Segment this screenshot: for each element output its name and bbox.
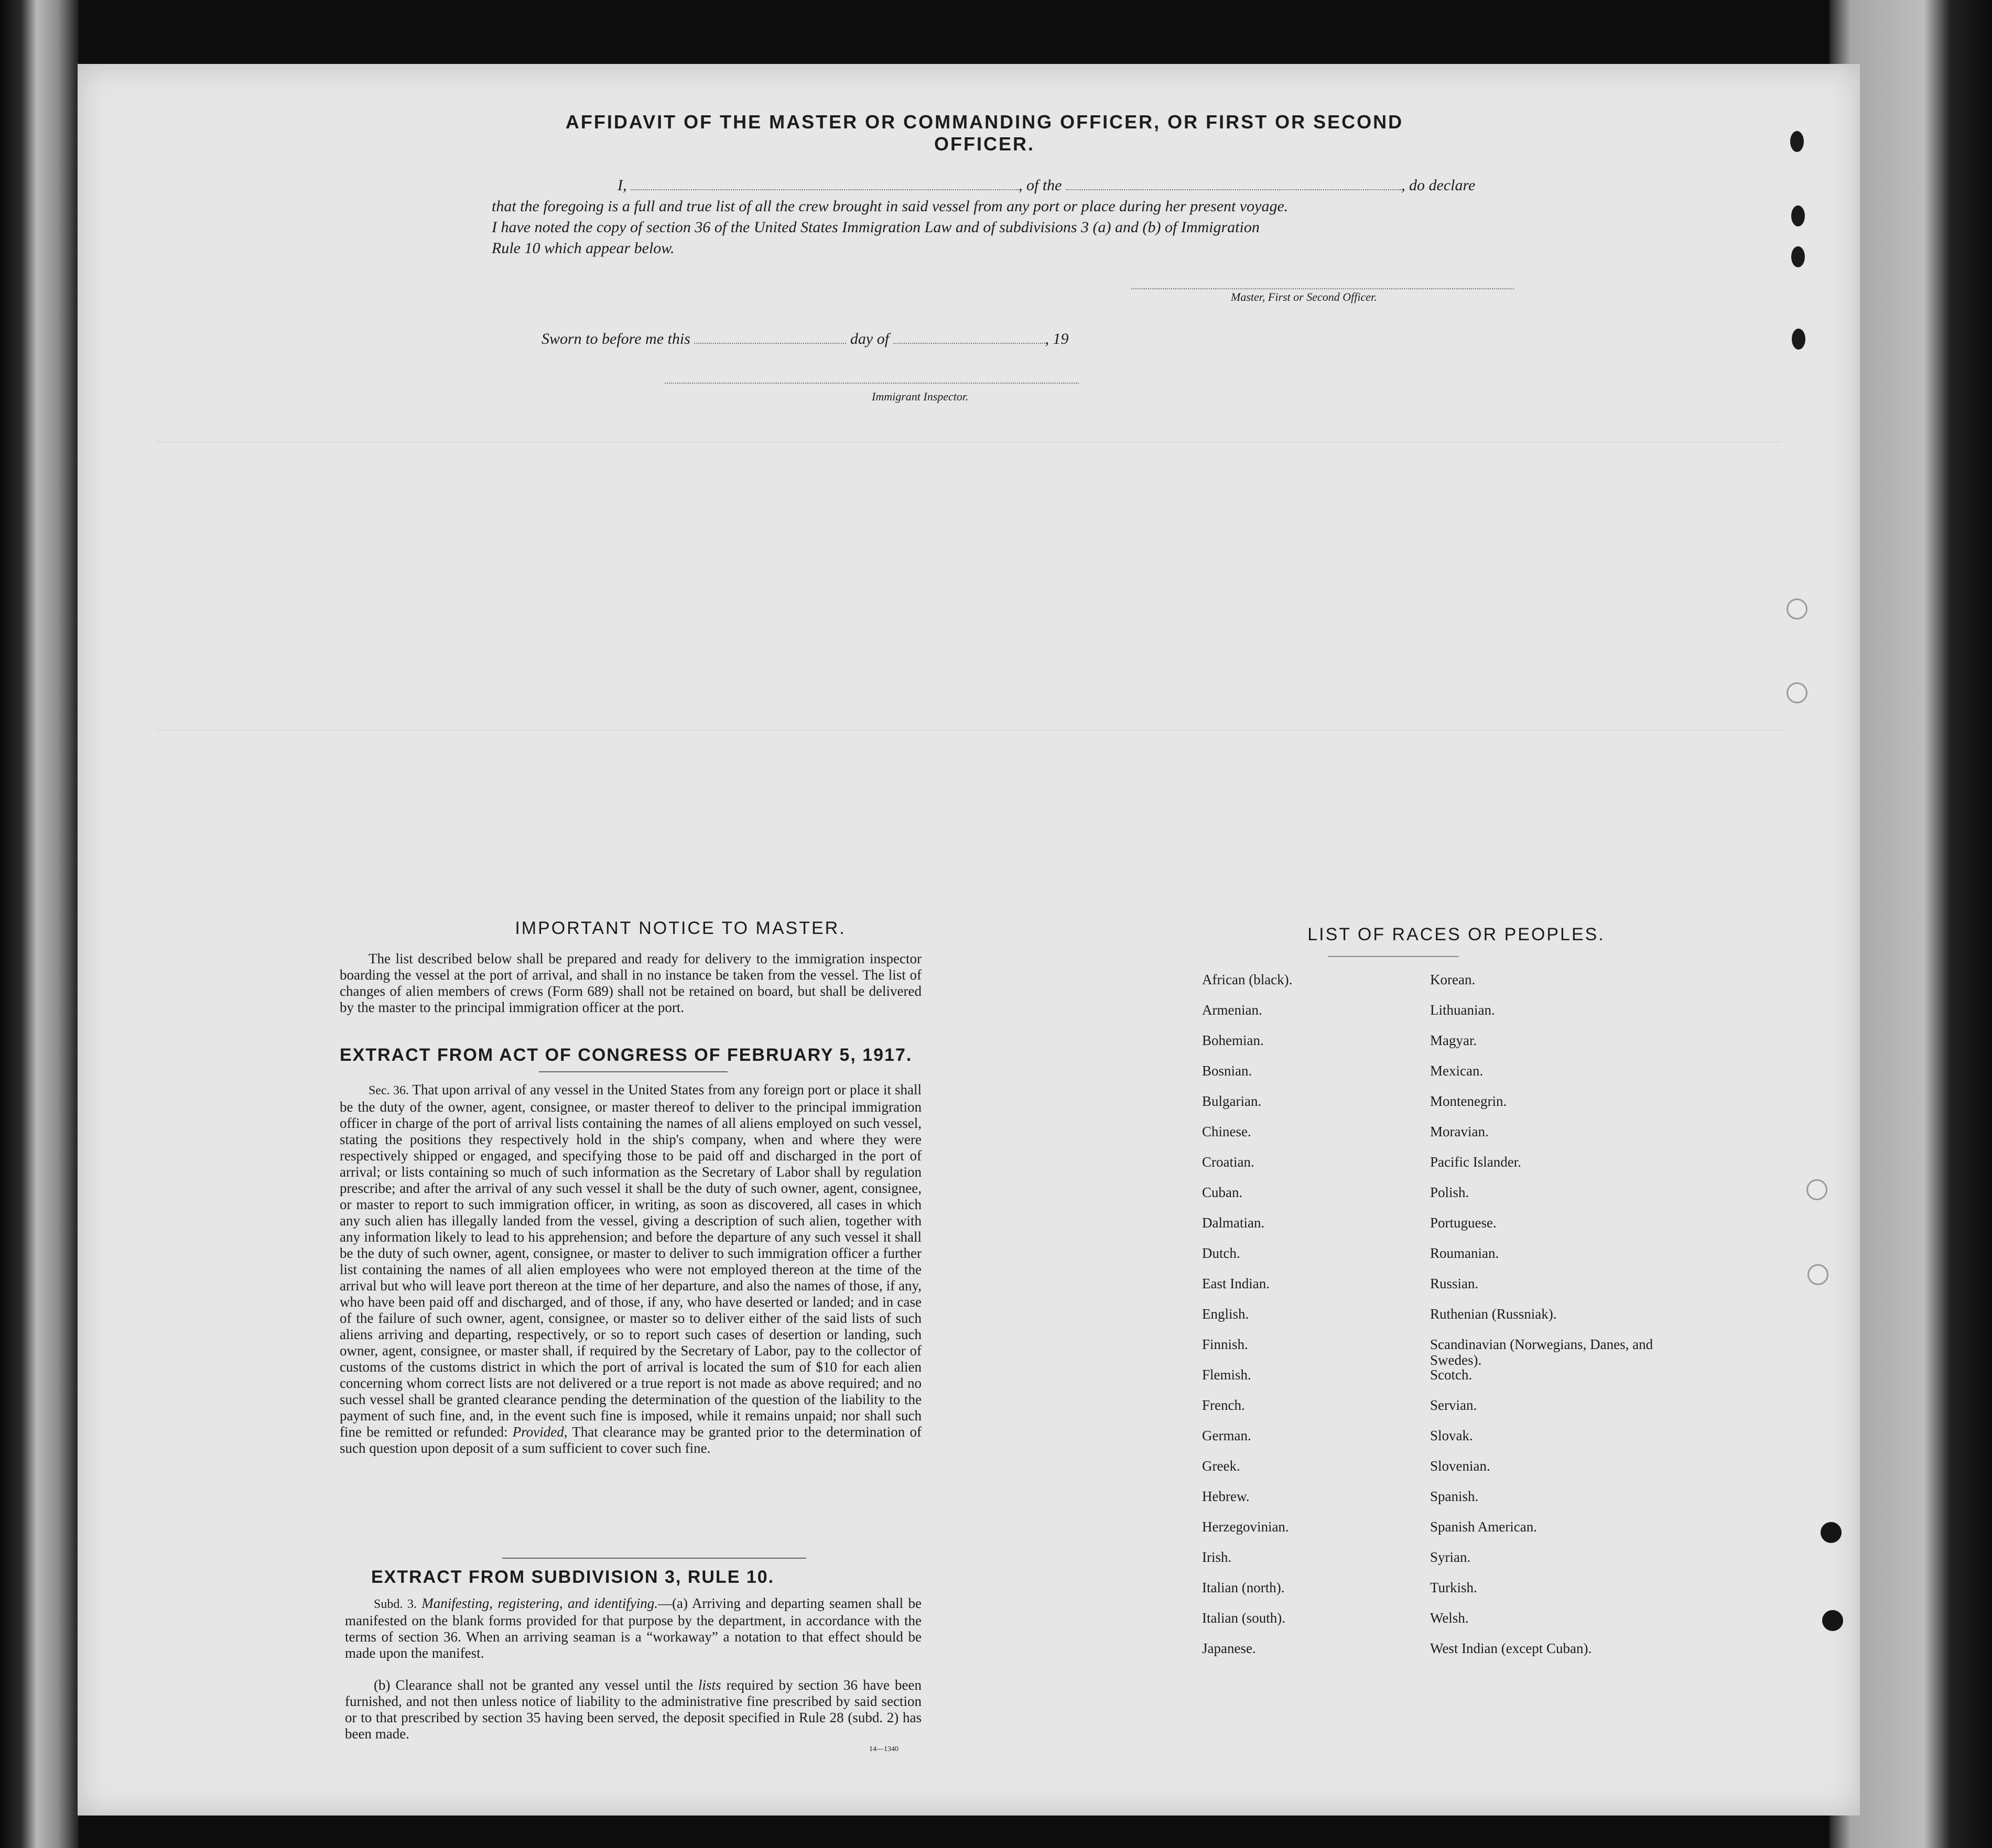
master-signature-line[interactable] [1131,288,1514,289]
race-item: Bulgarian. [1202,1093,1262,1109]
para-b-end: required by section 36 have been furnished, and not then unless notice of liability to the administrative fine prescribed by said section or to that prescribed by section 35 having been served, the deposit specified in Rule 28 (subd. 2) has been made. [345,1677,922,1742]
affidavit-declare: , do declare [1401,177,1476,194]
section-36-text: That upon arrival of any vessel in the United States from any foreign port or place it shall be the duty of the owner, agent, consignee, or master thereof to deliver to the principal immigration officer in charge of the port of arrival lists containing the names of all aliens employed on such vessel, stating the positions they respectively hold in the ship's company, when and where they were respectively shipped or engaged, and specifying those to be paid off and discharged in the port of arrival; or lists containing so much of such information as the Secretary of Labor shall by regulation prescribe; and after the arrival of any such vessel it shall be the duty of such owner, agent, consignee, or master to report to such immigration officer, in writing, as soon as discovered, all cases in which any such alien has illegally landed from the vessel, giving a description of such alien, together with any information likely to lead to his apprehension; and before the departure of any such vessel it shall be the duty of such owner, agent, consignee, or master to deliver to such immigration officer a further list containing the names of all alien employees who were not employed thereon at the time of the arrival but who will leave port thereon at the time of her departure, and also the names of those, if any, who have been paid off and discharged, and of those, if any, who have deserted or landed; and in case of the failure of such owner, agent, consignee, or master so to deliver either of the said lists of such aliens arriving and departing, respectively, or so to report such cases of desertion or landing, such owner, agent, consignee, or master shall, if required by the Secretary of Labor, pay to the collector of customs of the customs district in which the port of arrival is located the sum of $10 for each alien concerning whom correct lists are not delivered or a true report is not made as above required; and no such vessel shall be granted clearance pending the determination of the question of the liability to the payment of such fine, and, in the event such fine is imposed, while it remains unpaid; nor shall such fine be remitted or refunded: [340,1082,922,1440]
race-item: Polish. [1430,1184,1469,1200]
punch-hole [1821,1522,1842,1543]
sworn-day-of: day of [850,330,890,347]
race-item: Japanese. [1202,1640,1256,1656]
race-item: Lithuanian. [1430,1002,1495,1018]
race-item: Hebrew. [1202,1488,1250,1504]
master-caption: Master, First or Second Officer. [1231,290,1377,303]
race-item: Magyar. [1430,1032,1477,1048]
affidavit-of-the: , of the [1019,177,1062,194]
races-column-1 [1202,972,1412,1671]
race-item: Flemish. [1202,1367,1251,1383]
sworn-start: Sworn to before me this [542,330,690,347]
rule-para-b [345,1677,922,1742]
affidavit-line-3: I have noted the copy of section 36 of the United States Immigration Law and of subdivisions 3 (a) and (b) of Immigration [492,219,1260,236]
race-item: Syrian. [1430,1549,1471,1565]
vessel-blank[interactable] [1066,178,1401,190]
race-item: Slovenian. [1430,1458,1490,1474]
race-item: Bosnian. [1202,1063,1252,1079]
sworn-line [542,330,1590,348]
race-item: Scandinavian (Norwegians, Danes, and Swedes). [1430,1336,1653,1368]
race-item: Pacific Islander. [1430,1154,1521,1170]
race-item: Armenian. [1202,1002,1262,1018]
race-item: Portuguese. [1430,1215,1497,1231]
binder-notch [1790,131,1804,152]
provided-word: Provided, [512,1424,568,1440]
race-item: Spanish. [1430,1488,1479,1504]
subdivision-label: Subd. 3. [374,1597,417,1611]
race-item: French. [1202,1397,1245,1413]
subdivision-title: Manifesting, registering, and identifying. [421,1595,658,1611]
binder-notch [1791,246,1805,267]
race-item: Moravian. [1430,1124,1489,1139]
affidavit-declaration-line [492,177,1540,194]
affidavit-line-4: Rule 10 which appear below. [492,240,675,257]
para-b-lists: lists [698,1677,721,1693]
race-item: Scotch. [1430,1367,1473,1383]
race-item: Chinese. [1202,1124,1251,1139]
form-number: 14—1340 [869,1745,898,1753]
race-item: Croatian. [1202,1154,1254,1170]
punch-hole [1822,1610,1843,1631]
name-blank[interactable] [631,178,1019,190]
races-column-2 [1430,972,1682,1671]
race-item: Turkish. [1430,1580,1477,1595]
race-item: African (black). [1202,972,1293,987]
section-36-proviso: That clearance may be granted prior to the determination of such question upon deposit of a sum sufficient to cover such fine. [340,1424,922,1456]
race-item: Dalmatian. [1202,1215,1265,1231]
races-heading: LIST OF RACES OR PEOPLES. [1307,925,1605,944]
subdivision-para-a: —(a) Arriving and departing seamen shall be manifested on the blank forms provided for that purpose by the department, in accordance with the terms of section 36. When an arriving seaman is a “workaway” a notation to that effect should be made upon the manifest. [345,1595,922,1661]
section-label: Sec. 36. [369,1084,409,1097]
race-item: German. [1202,1428,1251,1443]
race-item: Irish. [1202,1549,1232,1565]
bleed-through-rule [156,730,1781,731]
race-item: Cuban. [1202,1184,1243,1200]
punch-hole [1787,599,1807,619]
race-item: Spanish American. [1430,1519,1537,1535]
punch-hole [1787,682,1807,703]
race-item: Slovak. [1430,1428,1473,1443]
affidavit-title: AFFIDAVIT OF THE MASTER OR COMMANDING OFFICER, OR FIRST OR SECOND OFFICER. [565,111,1404,155]
heading-rule [539,1071,728,1072]
rule-extract-heading: EXTRACT FROM SUBDIVISION 3, RULE 10. [371,1567,775,1587]
affidavit-line-2: that the foregoing is a full and true list of all the crew brought in said vessel from any port or place during her present voyage. [492,198,1289,215]
punch-hole [1807,1264,1828,1285]
inspector-caption: Immigrant Inspector. [872,390,969,403]
act-extract-heading: EXTRACT FROM ACT OF CONGRESS OF FEBRUARY 5, 1917. [340,1045,913,1065]
race-item: Italian (south). [1202,1610,1285,1626]
sworn-year: , 19 [1045,330,1069,347]
punch-hole [1806,1179,1827,1200]
heading-rule [502,1558,806,1559]
race-item: Italian (north). [1202,1580,1285,1595]
bleed-through-rule [156,441,1781,442]
inspector-signature-line[interactable] [665,383,1079,384]
binder-notch [1791,205,1805,226]
race-item: Russian. [1430,1276,1479,1291]
sworn-month-blank[interactable] [893,331,1045,344]
act-extract-body [340,1082,922,1456]
race-item: Greek. [1202,1458,1240,1474]
race-item: Finnish. [1202,1336,1248,1352]
race-item: Dutch. [1202,1245,1240,1261]
heading-rule [1328,956,1459,957]
notice-body: The list described below shall be prepared and ready for delivery to the immigration inspector boarding the vessel at the port of arrival, and shall in no instance be taken from the vessel. The list of changes of alien members of crews (Form 689) shall not be retained on board, but shall be delivered by the master to the principal immigration officer at the port. [340,951,922,1015]
race-item: West Indian (except Cuban). [1430,1640,1592,1656]
binder-notch [1792,329,1805,350]
race-item: English. [1202,1306,1249,1322]
affidavit-i: I, [618,177,627,194]
sworn-day-blank[interactable] [694,331,846,344]
rule-para-a [345,1595,922,1661]
race-item: Montenegrin. [1430,1093,1507,1109]
notice-heading: IMPORTANT NOTICE TO MASTER. [515,918,846,938]
para-b-start: (b) Clearance shall not be granted any vessel until the [374,1677,693,1693]
race-item: Servian. [1430,1397,1477,1413]
race-item: Mexican. [1430,1063,1484,1079]
document-page [78,64,1860,1816]
race-item: Korean. [1430,972,1476,987]
race-item: Bohemian. [1202,1032,1264,1048]
scan-border-left [0,0,79,1848]
race-item: Welsh. [1430,1610,1469,1626]
race-item: Herzegovinian. [1202,1519,1289,1535]
race-item: Roumanian. [1430,1245,1499,1261]
race-item: Ruthenian (Russniak). [1430,1306,1557,1322]
race-item: East Indian. [1202,1276,1270,1291]
